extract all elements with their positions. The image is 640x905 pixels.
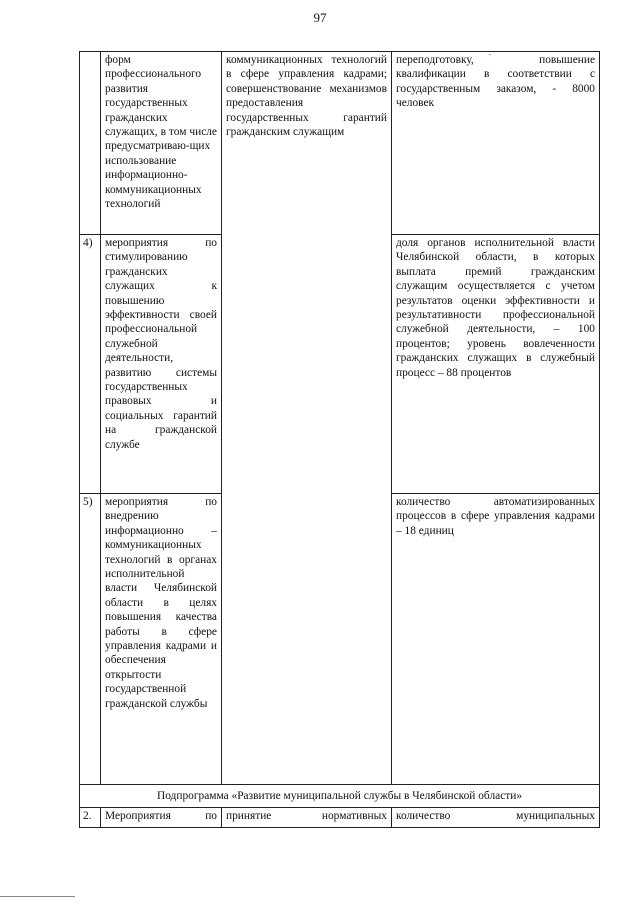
measure-cell: мероприятия по внедрению информационно – коммуникационных технологий в органах исполнительной власти Челябинской области в целях повышения качества работы в сфере управления кадрами и обеспечения открытости государственной гражданской службы bbox=[101, 494, 222, 785]
indicator-cell: количество автоматизированных процессов в сфере управления кадрами – 18 единиц bbox=[392, 494, 600, 785]
row-number: 4) bbox=[80, 235, 101, 494]
footnote-separator bbox=[0, 896, 75, 897]
program-table bbox=[79, 51, 600, 828]
task-cell: коммуникационных технологий в сфере управления кадрами; совершенствование механизмов предоставления государственных гарантий гражданским служащим bbox=[222, 52, 392, 235]
row-number: 5) bbox=[80, 494, 101, 785]
page-number: 97 bbox=[313, 10, 327, 25]
measure-cell: Мероприятия по bbox=[101, 808, 222, 828]
task-cell bbox=[222, 235, 392, 494]
indicator-cell: доля органов исполнительной власти Челябинской области, в которых выплата премий гражданским служащим осуществляется с учетом результатов оценки эффективности и результативности профессиональной служебной деятельности, – 100 процентов; уровень вовлеченности гражданских служащих в служебный процесс – 88 процентов bbox=[392, 235, 600, 494]
table-row bbox=[80, 494, 600, 785]
table-row bbox=[80, 808, 600, 828]
subprogram-title: Подпрограмма «Развитие муниципальной службы в Челябинской области» bbox=[80, 785, 600, 808]
task-cell: принятие нормативных bbox=[222, 808, 392, 828]
document-table-container bbox=[79, 51, 599, 828]
subprogram-row bbox=[80, 785, 600, 808]
task-cell bbox=[222, 494, 392, 785]
indicator-cell: количество муниципальных bbox=[392, 808, 600, 828]
measure-cell: форм профессионального развития государственных гражданских служащих, в том числе предусматриваю-щих использование информационно-коммуникационных технологий bbox=[101, 52, 222, 235]
indicator-cell: переподготовку, повышение квалификации в соответствии с государственным заказом, - 8000 человек bbox=[392, 52, 600, 235]
measure-cell: мероприятия по стимулированию гражданских служащих к повышению эффективности своей профессиональной служебной деятельности, развитию системы государственных правовых и социальных гарантий на гражданской службе bbox=[101, 235, 222, 494]
row-number bbox=[80, 52, 101, 235]
table-row bbox=[80, 235, 600, 494]
table-row bbox=[80, 52, 600, 235]
row-number: 2. bbox=[80, 808, 101, 828]
